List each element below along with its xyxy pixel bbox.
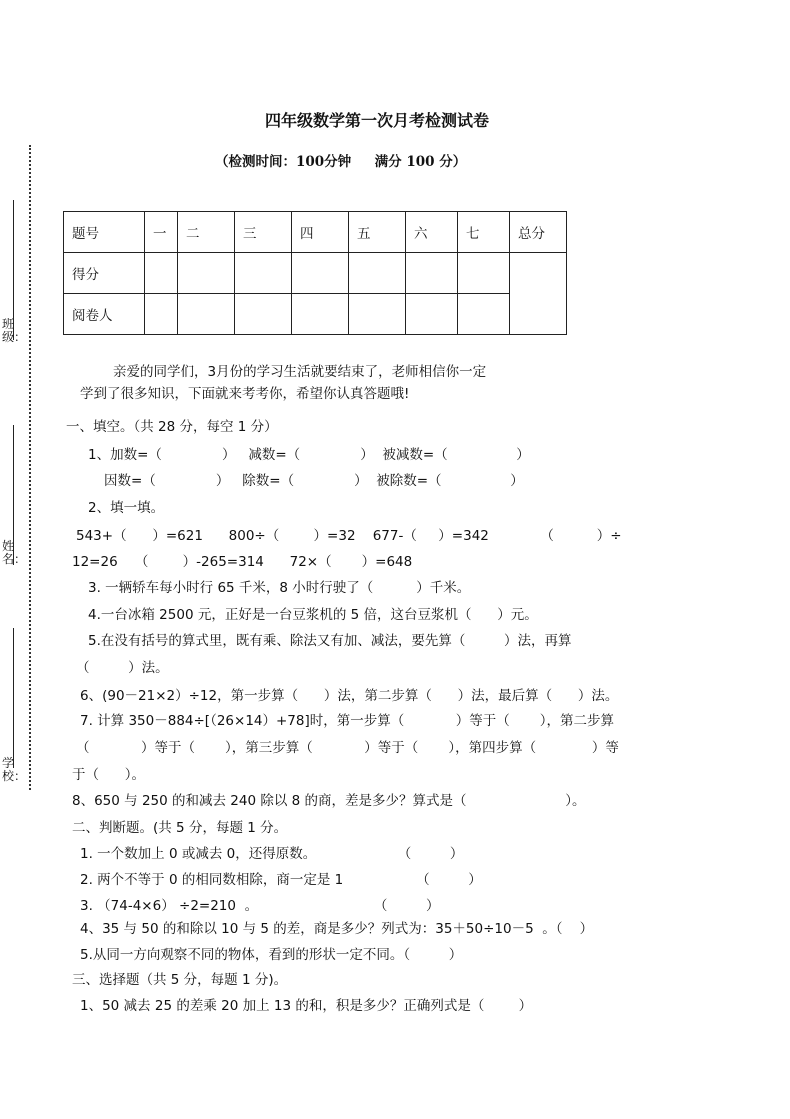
grader-cell[interactable]: [178, 294, 235, 335]
question-line: 6、(90－21×2）÷12，第一步算（ ）法，第二步算（ ）法，最后算（ ）法。: [80, 688, 619, 704]
school-label: 学校：: [2, 756, 27, 783]
judgment-line: 2. 两个不等于 0 的相同数相除，商一定是 1 （ ）: [80, 872, 482, 888]
choice-line: 1、50 减去 25 的差乘 20 加上 13 的和，积是多少？正确列式是（ ）: [80, 998, 533, 1014]
question-line: 12=26 （ ）-265=314 72×（ ）=648: [72, 554, 413, 570]
score-cell[interactable]: [349, 253, 406, 294]
section1-heading: 一、填空。（共 28 分，每空 1 分）: [66, 419, 278, 435]
question-line: （ ）等于（ ），第三步算（ ）等于（ ），第四步算（ ）等: [76, 740, 619, 756]
grader-row-label: 阅卷人: [64, 294, 145, 335]
name-label: 姓名：: [2, 539, 27, 566]
grader-cell[interactable]: [235, 294, 292, 335]
judgment-line: 5.从同一方向观察不同的物体，看到的形状一定不同。（ ）: [80, 947, 463, 963]
grader-cell[interactable]: [349, 294, 406, 335]
score-cell[interactable]: [458, 253, 510, 294]
score-row-label: 得分: [64, 253, 145, 294]
question-line: 2、填一填。: [88, 500, 165, 516]
score-table-header-cell: 五: [349, 212, 406, 253]
intro-line: 学到了很多知识，下面就来考考你，希望你认真答题哦!: [80, 386, 410, 402]
exam-info: （检测时间：100分钟 满分 100 分）: [215, 154, 467, 170]
question-line: 因数=（ ） 除数=（ ） 被除数=（ ）: [104, 473, 524, 489]
class-label: 班级：: [2, 317, 27, 344]
question-line: （ ）法。: [76, 660, 169, 676]
judgment-line: 1. 一个数加上 0 或减去 0，还得原数。 （ ）: [80, 846, 464, 862]
grader-cell[interactable]: [292, 294, 349, 335]
question-line: 5.在没有括号的算式里，既有乘、除法又有加、减法，要先算（ ）法，再算: [88, 633, 572, 649]
judgment-line: 4、35 与 50 的和除以 10 与 5 的差，商是多少？列式为：35＋50÷10－5 。（ ）: [80, 921, 594, 937]
section3-heading: 三、选择题（共 5 分，每题 1 分)。: [72, 972, 288, 988]
score-cell[interactable]: [235, 253, 292, 294]
school-underline: [13, 628, 14, 768]
score-table-header-cell: 一: [145, 212, 178, 253]
score-table-row: [64, 253, 567, 294]
question-line: 3. 一辆轿车每小时行 65 千米，8 小时行驶了（ ）千米。: [88, 580, 471, 596]
grader-cell[interactable]: [145, 294, 178, 335]
question-line: 543+（ ）=621 800÷（ ）=32 677-（ ）=342 （ ）÷: [76, 528, 622, 544]
score-table-header-cell: 二: [178, 212, 235, 253]
judgment-line: 3. （74-4×6） ÷2=210 。 （ ）: [80, 898, 440, 914]
grader-row: [64, 294, 567, 335]
score-table-header-cell: 三: [235, 212, 292, 253]
question-line: 7. 计算 350－884÷[（26×14）+78]时，第一步算（ ）等于（ ），第二步算: [80, 713, 615, 729]
grader-cell[interactable]: [406, 294, 458, 335]
score-table-header-cell: 总分: [510, 212, 567, 253]
score-table: [63, 211, 567, 335]
score-table-header-cell: 七: [458, 212, 510, 253]
score-table-header-cell: 六: [406, 212, 458, 253]
score-cell[interactable]: [406, 253, 458, 294]
score-cell[interactable]: [145, 253, 178, 294]
question-line: 8、650 与 250 的和减去 240 除以 8 的商，差是多少？算式是（ ）。: [72, 793, 586, 809]
binding-dotted-line: [29, 145, 31, 790]
total-score-cell[interactable]: [510, 253, 567, 335]
question-line: 4.一台冰箱 2500 元，正好是一台豆浆机的 5 倍，这台豆浆机（ ）元。: [88, 607, 538, 623]
question-line: 于（ ）。: [72, 767, 145, 783]
score-table-header-cell: 四: [292, 212, 349, 253]
score-table-header-cell: 题号: [64, 212, 145, 253]
score-cell[interactable]: [292, 253, 349, 294]
score-cell[interactable]: [178, 253, 235, 294]
question-line: 1、加数=（ ） 减数=（ ） 被减数=（ ）: [88, 447, 530, 463]
score-table-header-row: [64, 212, 567, 253]
page-title: 四年级数学第一次月考检测试卷: [265, 111, 490, 130]
grader-cell[interactable]: [458, 294, 510, 335]
section2-heading: 二、判断题。(共 5 分，每题 1 分。: [72, 820, 288, 836]
intro-line: 亲爱的同学们，3月份的学习生活就要结束了，老师相信你一定: [113, 364, 487, 380]
